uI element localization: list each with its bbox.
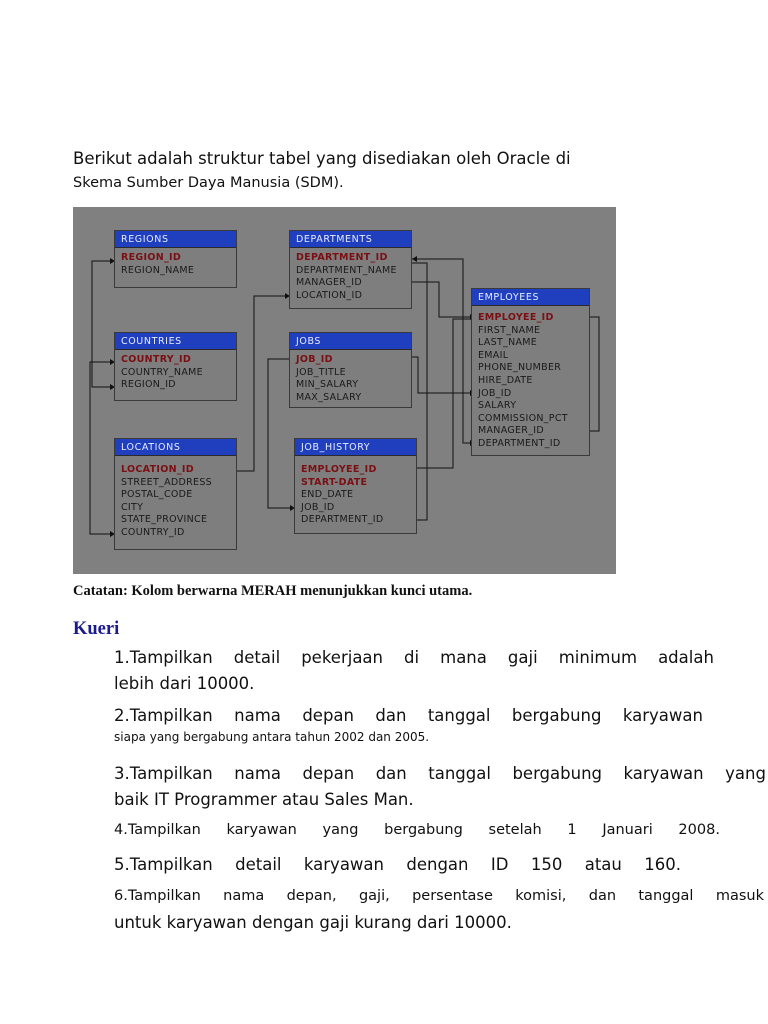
- column-commission-pct: COMMISSION_PCT: [478, 412, 568, 424]
- query-6-line-2: untuk karyawan dengan gaji kurang dari 10000.: [114, 913, 512, 932]
- query-1-line-2: lebih dari 10000.: [114, 674, 255, 693]
- table-locations: [114, 438, 237, 550]
- column-street-address: STREET_ADDRESS: [121, 476, 212, 488]
- query-word: depan: [302, 706, 354, 725]
- column-department-id: DEPARTMENT_ID: [478, 437, 561, 449]
- query-word: yang: [725, 764, 766, 783]
- query-word: 1.Tampilkan: [114, 648, 213, 667]
- column-department-id: DEPARTMENT_ID: [296, 252, 388, 263]
- query-word: karyawan: [226, 822, 297, 838]
- table-departments: [289, 230, 412, 309]
- query-word: karyawan: [303, 855, 384, 874]
- column-hire-date: HIRE_DATE: [478, 374, 533, 386]
- query-word: adalah: [658, 648, 714, 667]
- query-word: karyawan: [622, 706, 703, 725]
- table-job-history-title: JOB_HISTORY: [295, 439, 416, 456]
- section-heading-kueri: Kueri: [73, 619, 120, 639]
- column-postal-code: POSTAL_CODE: [121, 489, 193, 501]
- column-first-name: FIRST_NAME: [478, 324, 541, 336]
- query-4-line-1: [114, 822, 720, 838]
- query-word: 3.Tampilkan: [114, 764, 213, 783]
- column-region-name: REGION_NAME: [121, 264, 195, 276]
- query-word: minimum: [558, 648, 638, 667]
- query-word: nama: [234, 764, 282, 783]
- query-word: atau: [584, 855, 622, 874]
- query-word: persentase: [412, 888, 493, 904]
- column-email: EMAIL: [478, 349, 509, 361]
- column-salary: SALARY: [478, 400, 517, 412]
- query-2-line-1: [114, 706, 703, 725]
- query-word: yang: [322, 822, 359, 838]
- column-location-id: LOCATION_ID: [121, 464, 194, 475]
- query-word: nama: [223, 888, 265, 904]
- column-city: CITY: [121, 501, 144, 513]
- column-job-id: JOB_ID: [296, 354, 333, 365]
- query-word: depan,: [286, 888, 337, 904]
- query-word: tanggal: [428, 764, 491, 783]
- column-department-name: DEPARTMENT_NAME: [296, 264, 397, 276]
- query-word: 2008.: [678, 822, 720, 838]
- column-job-id: JOB_ID: [301, 501, 335, 513]
- query-word: nama: [234, 706, 281, 725]
- query-word: 1: [567, 822, 577, 838]
- query-word: di: [404, 648, 420, 667]
- query-word: gaji,: [358, 888, 390, 904]
- table-locations-title: LOCATIONS: [115, 439, 236, 456]
- query-6-line-1: [114, 888, 764, 904]
- query-word: komisi,: [515, 888, 567, 904]
- column-job-title: JOB_TITLE: [296, 366, 346, 378]
- query-word: 150: [530, 855, 563, 874]
- table-job-history: [294, 438, 417, 534]
- query-word: tanggal: [638, 888, 694, 904]
- query-2-line-2: siapa yang bergabung antara tahun 2002 dan 2005.: [114, 730, 430, 744]
- query-word: karyawan: [623, 764, 704, 783]
- column-manager-id: MANAGER_ID: [296, 277, 362, 289]
- query-word: Januari: [602, 822, 653, 838]
- column-employee-id: EMPLOYEE_ID: [478, 312, 554, 323]
- query-word: gaji: [507, 648, 538, 667]
- table-departments-title: DEPARTMENTS: [290, 231, 411, 248]
- table-employees: [471, 288, 590, 456]
- table-jobs: [289, 332, 412, 408]
- column-country-name: COUNTRY_NAME: [121, 366, 203, 378]
- column-end-date: END_DATE: [301, 489, 354, 501]
- table-employees-title: EMPLOYEES: [472, 289, 589, 306]
- query-word: detail: [233, 648, 281, 667]
- column-location-id: LOCATION_ID: [296, 289, 363, 301]
- query-1-line-1: [114, 648, 714, 667]
- column-country-id: COUNTRY_ID: [121, 354, 192, 365]
- column-job-id: JOB_ID: [478, 387, 512, 399]
- query-word: pekerjaan: [301, 648, 383, 667]
- table-regions: [114, 230, 237, 288]
- query-word: ID: [490, 855, 509, 874]
- query-word: dan: [375, 706, 407, 725]
- query-word: dan: [588, 888, 617, 904]
- query-5-line-1: [114, 855, 681, 874]
- primary-key-note: Catatan: Kolom berwarna MERAH menunjukkan kunci utama.: [73, 583, 473, 599]
- column-region-id: REGION_ID: [121, 379, 176, 391]
- intro-line-1: Berikut adalah struktur tabel yang disediakan oleh Oracle di: [73, 149, 571, 168]
- query-word: masuk: [715, 888, 764, 904]
- query-word: mana: [440, 648, 487, 667]
- table-countries-title: COUNTRIES: [115, 333, 236, 350]
- query-3-line-2: baik IT Programmer atau Sales Man.: [114, 790, 414, 809]
- query-word: bergabung: [512, 764, 603, 783]
- table-jobs-title: JOBS: [290, 333, 411, 350]
- query-word: dan: [375, 764, 407, 783]
- column-last-name: LAST_NAME: [478, 337, 538, 349]
- column-state-province: STATE_PROVINCE: [121, 514, 208, 526]
- query-word: dengan: [406, 855, 469, 874]
- table-regions-title: REGIONS: [115, 231, 236, 248]
- column-phone-number: PHONE_NUMBER: [478, 362, 562, 374]
- query-word: 6.Tampilkan: [114, 888, 201, 904]
- column-department-id: DEPARTMENT_ID: [301, 514, 384, 526]
- table-countries: [114, 332, 237, 401]
- query-word: 5.Tampilkan: [114, 855, 213, 874]
- query-word: setelah: [488, 822, 542, 838]
- query-word: bergabung: [384, 822, 463, 838]
- query-word: bergabung: [511, 706, 602, 725]
- intro-line-2: Skema Sumber Daya Manusia (SDM).: [73, 175, 344, 191]
- query-3-line-1: [114, 764, 766, 783]
- column-min-salary: MIN_SALARY: [296, 379, 359, 391]
- column-manager-id: MANAGER_ID: [478, 425, 544, 437]
- query-word: detail: [235, 855, 282, 874]
- column-region-id: REGION_ID: [121, 252, 182, 263]
- query-word: depan: [302, 764, 355, 783]
- query-word: 160.: [644, 855, 681, 874]
- query-word: 4.Tampilkan: [114, 822, 201, 838]
- column-max-salary: MAX_SALARY: [296, 391, 362, 403]
- query-word: 2.Tampilkan: [114, 706, 213, 725]
- column-employee-id: EMPLOYEE_ID: [301, 464, 377, 475]
- column-start-date: START-DATE: [301, 476, 368, 488]
- query-word: tanggal: [427, 706, 491, 725]
- hr-schema-diagram: [73, 207, 616, 574]
- column-country-id: COUNTRY_ID: [121, 526, 185, 538]
